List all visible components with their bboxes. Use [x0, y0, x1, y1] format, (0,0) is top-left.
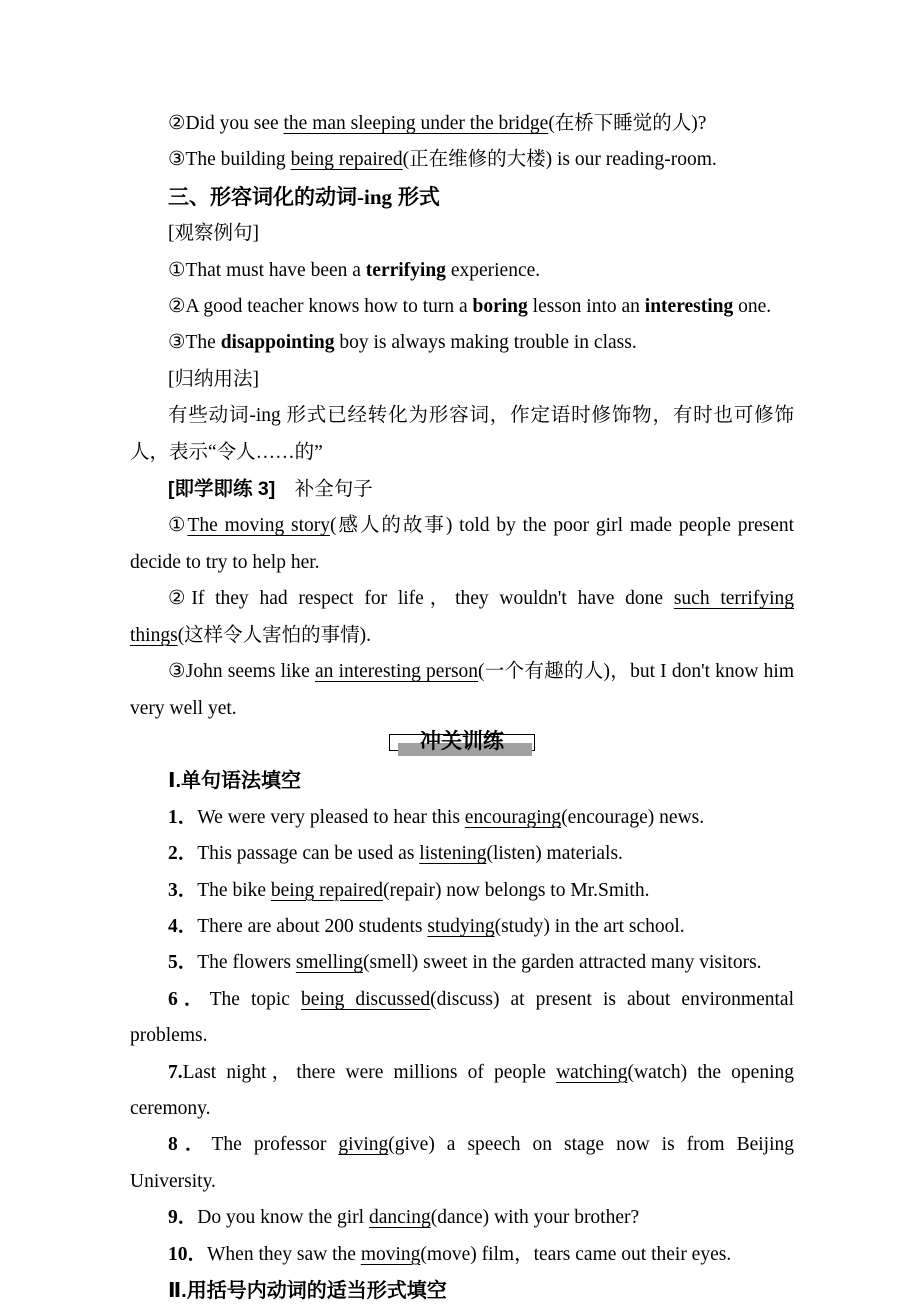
practice-3-label	[130, 471, 794, 508]
text-run: 有些动词-ing 形式已经转化为形容词，作定语时修饰物，有时也可修饰人，表示“令人……的”	[130, 405, 794, 463]
text-run: The flowers	[197, 952, 296, 974]
exercise-1-item-10	[130, 1237, 794, 1273]
text-run: (正在维修的大楼) is our reading-room.	[402, 149, 717, 171]
text-run: ③The building	[168, 149, 291, 171]
example-being-repaired	[130, 142, 794, 178]
banner-title: 冲关训练	[420, 729, 504, 753]
underlined-answer: giving	[338, 1134, 389, 1156]
text-run: There are about 200 students	[197, 915, 428, 937]
example-boring-interesting	[130, 289, 794, 325]
text-run: (一个有趣的人)，but I don't know him very well yet.	[130, 661, 794, 719]
bold-text: 6．	[168, 988, 210, 1010]
text-run: (dance) with your brother?	[430, 1207, 640, 1229]
text-run: This passage can be used as	[197, 843, 420, 865]
text-run: experience.	[445, 259, 541, 281]
exercise-1-item-1	[130, 800, 794, 836]
text-run: ②Did you see	[168, 113, 284, 134]
bold-text: 7.	[168, 1061, 183, 1083]
text-run: When they saw the	[207, 1243, 361, 1265]
text-run: (give) a speech on stage now is from Beijing University.	[130, 1134, 794, 1192]
text-run: ①That must have been a	[168, 259, 366, 281]
section-heading-adjectivized-ing	[130, 179, 794, 216]
bold-text: 2．	[168, 843, 198, 865]
bold-text: Ⅱ.用括号内动词的适当形式填空	[168, 1279, 447, 1302]
text-run: ③The	[168, 332, 221, 354]
exercise-1-item-7	[130, 1055, 794, 1128]
text-run: The professor	[211, 1134, 339, 1156]
text-run: Do you know the girl	[197, 1207, 369, 1229]
underlined-answer: studying	[427, 915, 495, 937]
text-run: boy is always making trouble in class.	[334, 332, 637, 354]
text-run: (move) film，tears came out their eyes.	[420, 1243, 732, 1265]
underlined-answer: dancing	[368, 1207, 431, 1229]
text-run: We were very pleased to hear this	[197, 806, 465, 828]
bold-text: disappointing	[220, 332, 335, 354]
bold-text: 4．	[168, 915, 198, 937]
underlined-answer: such terrifying things	[130, 588, 794, 646]
fill-in-terrifying-things	[130, 581, 794, 654]
underlined-answer: the man sleeping under the bridge	[283, 113, 549, 134]
bold-text: 3．	[168, 879, 198, 901]
exercise-1-heading	[130, 763, 794, 799]
example-terrifying	[130, 253, 794, 289]
bold-text: [即学即练 3]	[168, 478, 276, 501]
text-run: (encourage) news.	[561, 806, 705, 828]
text-run: ②A good teacher knows how to turn a	[168, 296, 473, 318]
bold-text: interesting	[644, 296, 734, 318]
bold-text: 5．	[168, 952, 198, 974]
underlined-answer: an interesting person	[315, 661, 479, 683]
bold-text: terrifying	[365, 259, 446, 281]
text-run: (在桥下睡觉的人)?	[548, 113, 707, 134]
bold-text: 形式	[392, 185, 440, 209]
underlined-answer: being repaired	[270, 879, 383, 901]
bold-text: 1．	[168, 806, 198, 828]
text-run: one.	[733, 296, 772, 318]
text-run: (study) in the art school.	[494, 915, 685, 937]
bold-text: 9．	[168, 1207, 198, 1229]
bold-text: 8．	[168, 1134, 212, 1156]
text-run: lesson into an	[527, 296, 645, 318]
bold-text: 三、形容词化的动词	[168, 185, 357, 209]
text-run: ②If they had respect for life，they wouldn't have done	[168, 588, 674, 610]
exercise-2-heading	[130, 1273, 794, 1309]
text-run: (这样令人害怕的事情).	[177, 624, 372, 646]
text-run: (感人的故事) told by the poor girl made people present decide to try to help her.	[130, 515, 795, 573]
exercise-1-item-6	[130, 982, 794, 1055]
text-run: ①	[168, 515, 188, 537]
text-run: (listen) materials.	[486, 843, 623, 865]
bold-text: -ing	[357, 184, 393, 209]
exercise-1-item-9	[130, 1200, 794, 1236]
fill-in-interesting-person	[130, 654, 794, 727]
text-run: (smell) sweet in the garden attracted many visitors.	[363, 952, 762, 974]
exercise-1-item-2	[130, 836, 794, 872]
text-run: (repair) now belongs to Mr.Smith.	[382, 879, 650, 901]
banner-box	[389, 727, 535, 763]
bold-text: boring	[472, 296, 528, 318]
text-run: [归纳用法]	[168, 368, 259, 390]
underlined-answer: being repaired	[290, 149, 403, 171]
text-run: (watch) the opening ceremony.	[130, 1061, 794, 1119]
example-sleeping-under-bridge	[130, 106, 794, 142]
bracket-label-observe-examples	[130, 216, 794, 252]
bold-text: Ⅰ.单句语法填空	[168, 770, 301, 793]
underlined-answer: listening	[419, 843, 487, 865]
text-run: The bike	[197, 879, 271, 901]
underlined-answer: being discussed	[301, 988, 431, 1010]
fill-in-moving-story	[130, 508, 794, 581]
exercise-1-item-5	[130, 945, 794, 981]
text-run: (discuss) at present is about environmental problems.	[130, 988, 794, 1047]
section-banner	[130, 727, 794, 763]
underlined-answer: watching	[556, 1061, 628, 1083]
exercise-1-item-4	[130, 909, 794, 945]
text-run: [观察例句]	[168, 223, 259, 245]
bracket-label-usage-summary	[130, 362, 794, 398]
text-run: ③John seems like	[168, 661, 315, 683]
exercise-1-item-8	[130, 1127, 794, 1200]
text-run: 补全句子	[275, 479, 373, 501]
underlined-answer: The moving story	[187, 515, 331, 537]
underlined-answer: smelling	[295, 952, 363, 974]
exercise-1-item-3	[130, 873, 794, 909]
text-run: The topic	[209, 988, 301, 1010]
underlined-answer: moving	[360, 1243, 421, 1265]
bold-text: 10．	[168, 1243, 208, 1265]
usage-summary-text	[130, 398, 794, 471]
example-disappointing	[130, 325, 794, 361]
underlined-answer: encouraging	[464, 806, 562, 828]
text-run: Last night，there were millions of people	[182, 1061, 557, 1083]
